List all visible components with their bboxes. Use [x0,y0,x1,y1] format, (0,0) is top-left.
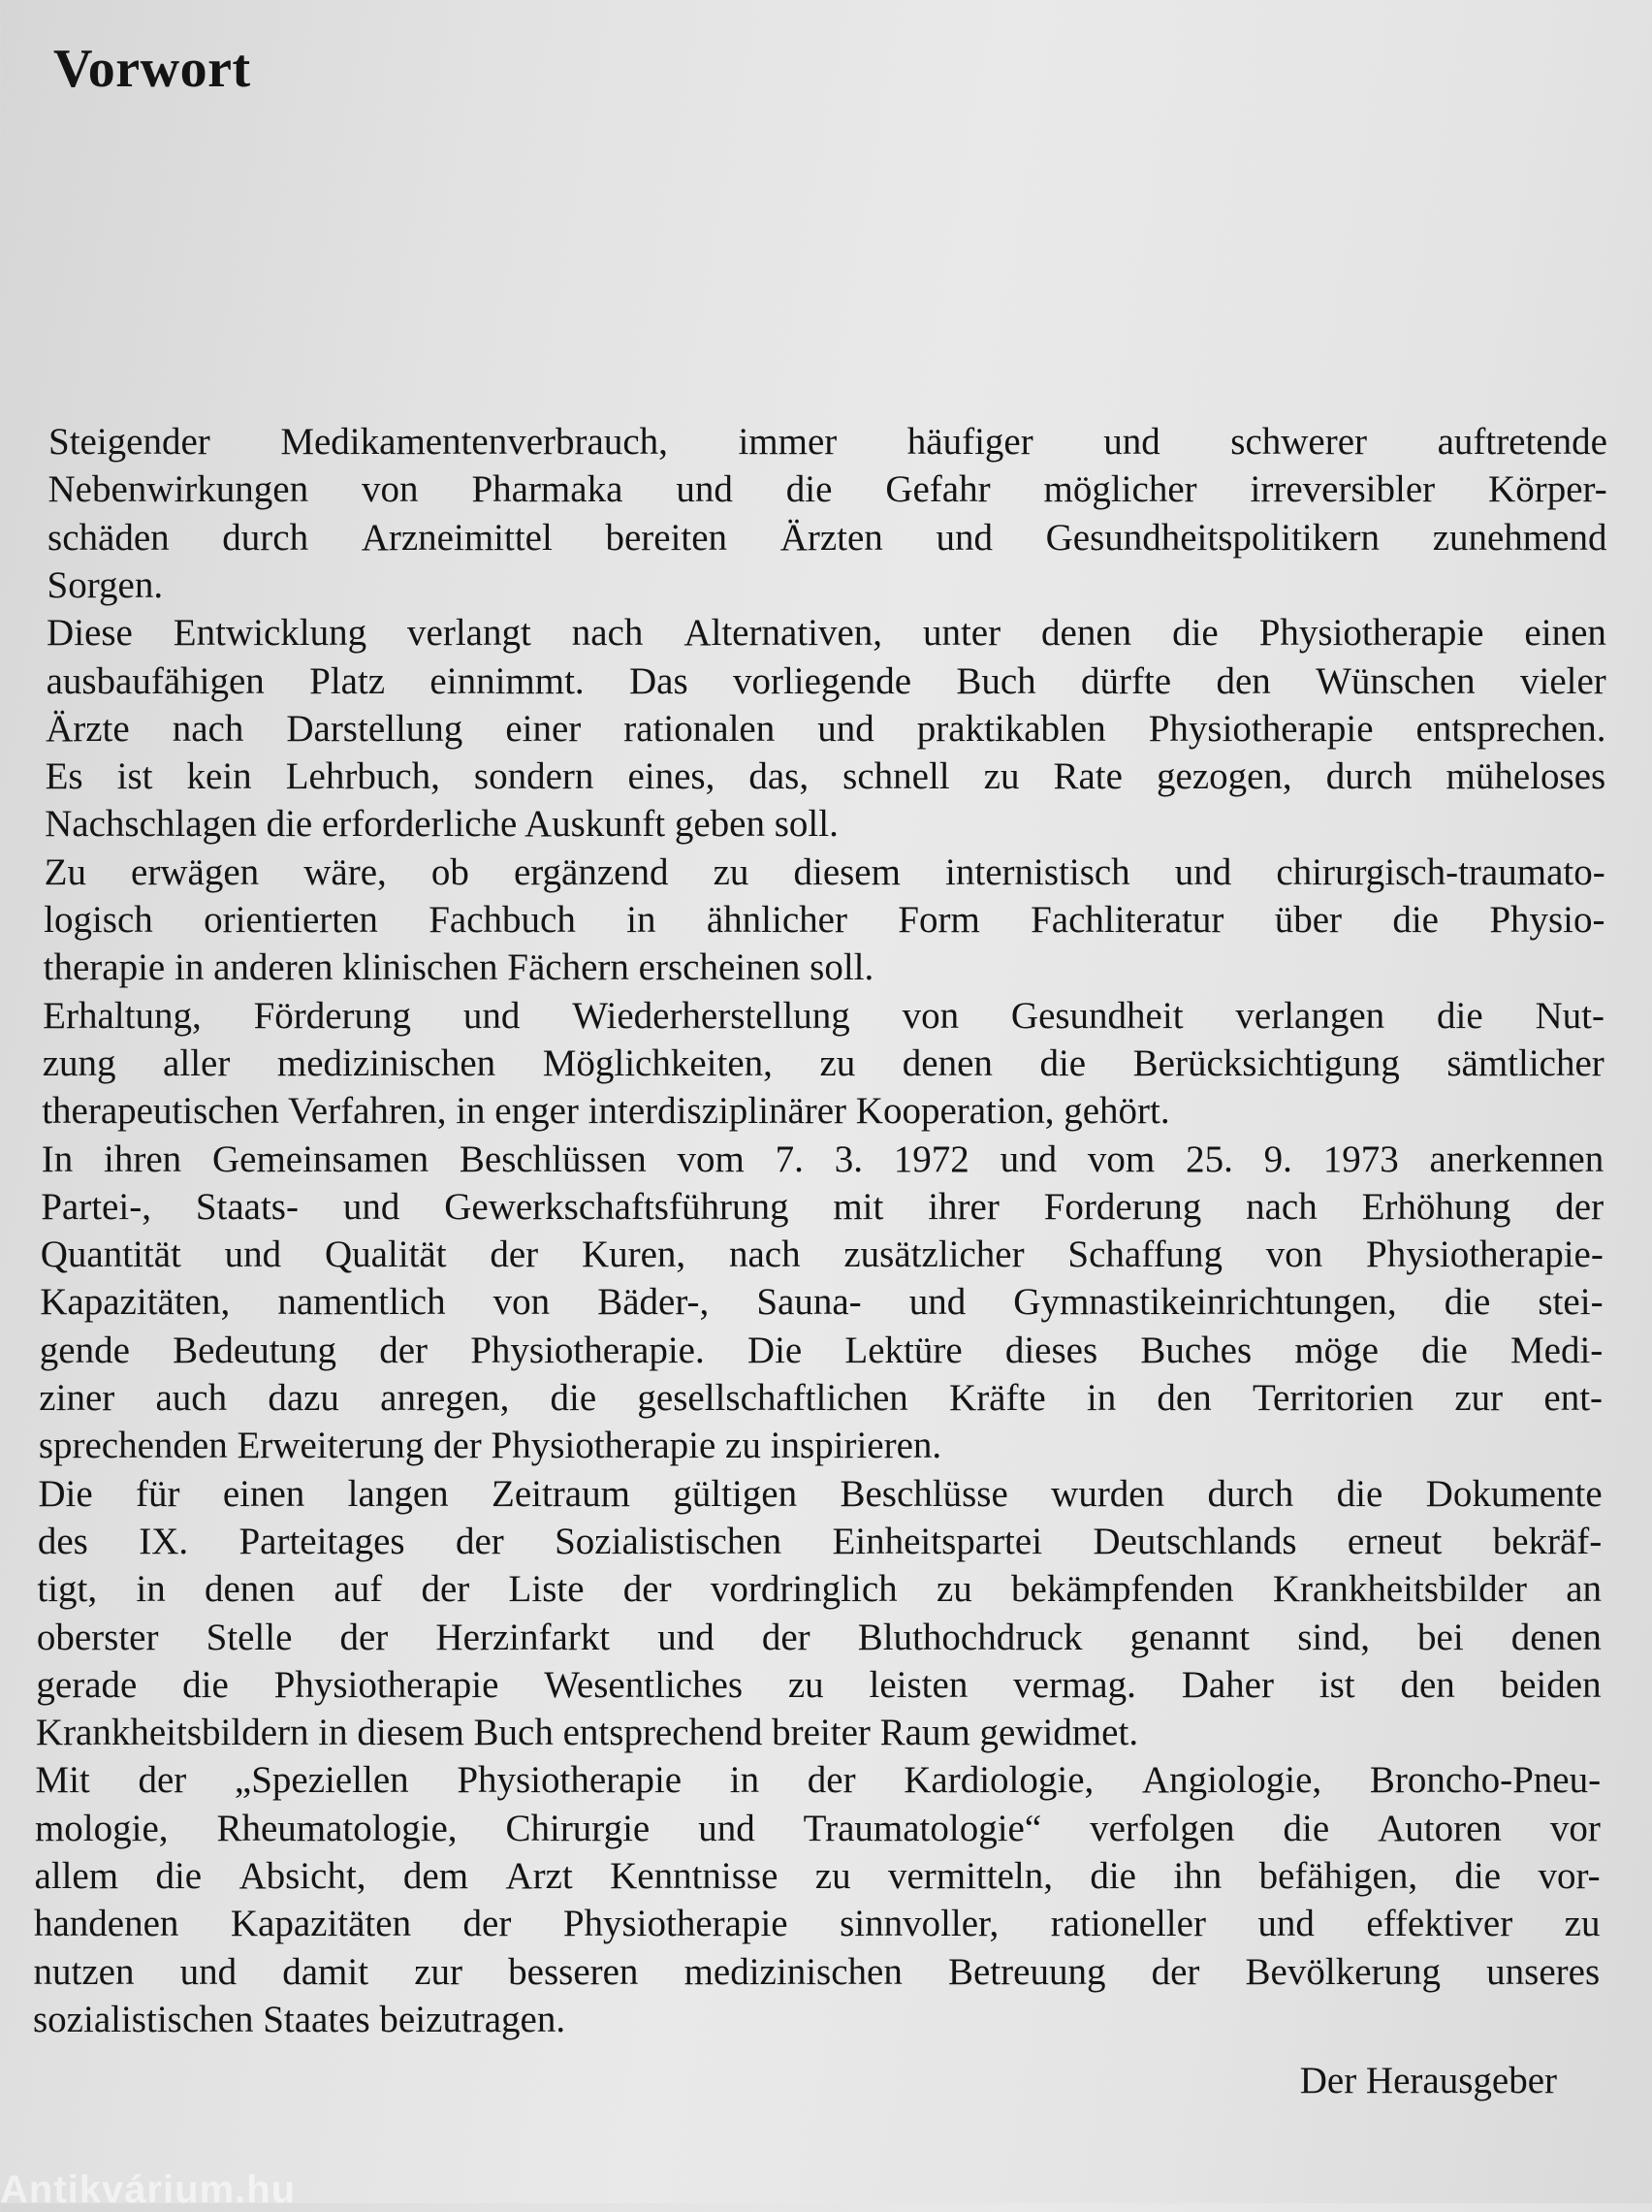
text-line: des IX. Parteitages der Sozialistischen Einheitspartei Deutschlands erneut bekräf- [37,1520,1603,1562]
text-line: Krankheitsbildern in diesem Buch entsprechend breiter Raum gewidmet. [35,1712,1139,1754]
text-line: oberster Stelle der Herzinfarkt und der Bluthochdruck genannt sind, bei denen [36,1616,1602,1658]
text-line: logisch orientierten Fachbuch in ähnlicher Form Fachliteratur über die Physio- [44,899,1605,941]
text-line: ausbaufähigen Platz einnimmt. Das vorliegende Buch dürfte den Wünschen vieler [46,659,1606,702]
text-line: mologie, Rheumatologie, Chirurgie und Traumatologie“ verfolgen die Autoren vor [34,1807,1601,1849]
text-line: In ihren Gemeinsamen Beschlüssen vom 7. 3. 1972 und vom 25. 9. 1973 anerkennen [41,1138,1604,1180]
text-line: gerade die Physiotherapie Wesentliches zu leisten vermag. Daher ist den beiden [36,1663,1602,1706]
text-line: Steigender Medikamentenverbrauch, immer häufiger und schwerer auftretende [48,421,1607,463]
text-line: Ärzte nach Darstellung einer rationalen und praktikablen Physiotherapie entsprechen. [46,707,1606,750]
signature: Der Herausgeber [1299,2060,1557,2101]
text-line: sprechenden Erweiterung der Physiotherapie zu inspirieren. [38,1425,942,1467]
page-title: Vorwort [53,39,251,99]
text-line: allem die Absicht, dem Arzt Kenntnisse zu vermitteln, die ihn befähigen, die vor- [34,1855,1601,1897]
text-line: handenen Kapazitäten der Physiotherapie sinnvoller, rationeller und effektiver zu [33,1903,1601,1945]
text-line: Die für einen langen Zeitraum gültigen Beschlüsse wurden durch die Dokumente [38,1472,1603,1515]
text-line: nutzen und damit zur besseren medizinischen Betreuung der Bevölkerung unseres [33,1950,1601,1993]
text-line: schäden durch Arzneimittel bereiten Ärzten und Gesundheitspolitikern zunehmend [48,516,1607,559]
text-line: therapie in anderen klinischen Fächern erscheinen soll. [43,946,874,989]
text-line: Nachschlagen die erforderliche Auskunft geben soll. [45,803,839,846]
text-line: Nebenwirkungen von Pharmaka und die Gefahr möglicher irreversibler Körper- [48,468,1607,511]
text-line: Es ist kein Lehrbuch, sondern eines, das, schnell zu Rate gezogen, durch müheloses [45,755,1606,798]
text-line: Partei-, Staats- und Gewerkschaftsführung mit ihrer Forderung nach Erhöhung der [41,1185,1604,1228]
text-line: Mit der „Speziellen Physiotherapie in der Kardiologie, Angiologie, Broncho-Pneu- [35,1759,1602,1802]
text-line: Diese Entwicklung verlangt nach Alternativen, unter denen die Physiotherapie einen [47,612,1606,655]
text-line: ziner auch dazu anregen, die gesellschaftlichen Kräfte in den Territorien zur ent- [39,1377,1604,1419]
text-line: Zu erwägen wäre, ob ergänzend zu diesem internistisch und chirurgisch-traumato- [44,850,1605,893]
text-line: tigt, in denen auf der Liste der vordringlich zu bekämpfenden Krankheitsbilder an [37,1568,1603,1611]
text-line: gende Bedeutung der Physiotherapie. Die Lektüre dieses Buches möge die Medi- [39,1329,1604,1371]
text-line: Sorgen. [47,563,164,606]
text-line: sozialistischen Staates beizutragen. [33,1998,566,2040]
text-line: zung aller medizinischen Möglichkeiten, zu denen die Berücksichtigung sämtlicher [42,1042,1604,1084]
text-line: Erhaltung, Förderung und Wiederherstellung von Gesundheit verlangen die Nut- [43,994,1604,1037]
text-line: Kapazitäten, namentlich von Bäder-, Sauna- und Gymnastikeinrichtungen, die stei- [40,1281,1604,1324]
text-line: therapeutischen Verfahren, in enger interdisziplinärer Kooperation, gehört. [42,1090,1170,1133]
watermark: Antikvárium.hu [0,2168,297,2211]
text-line: Quantität und Qualität der Kuren, nach zusätzlicher Schaffung von Physiotherapie- [40,1234,1604,1276]
